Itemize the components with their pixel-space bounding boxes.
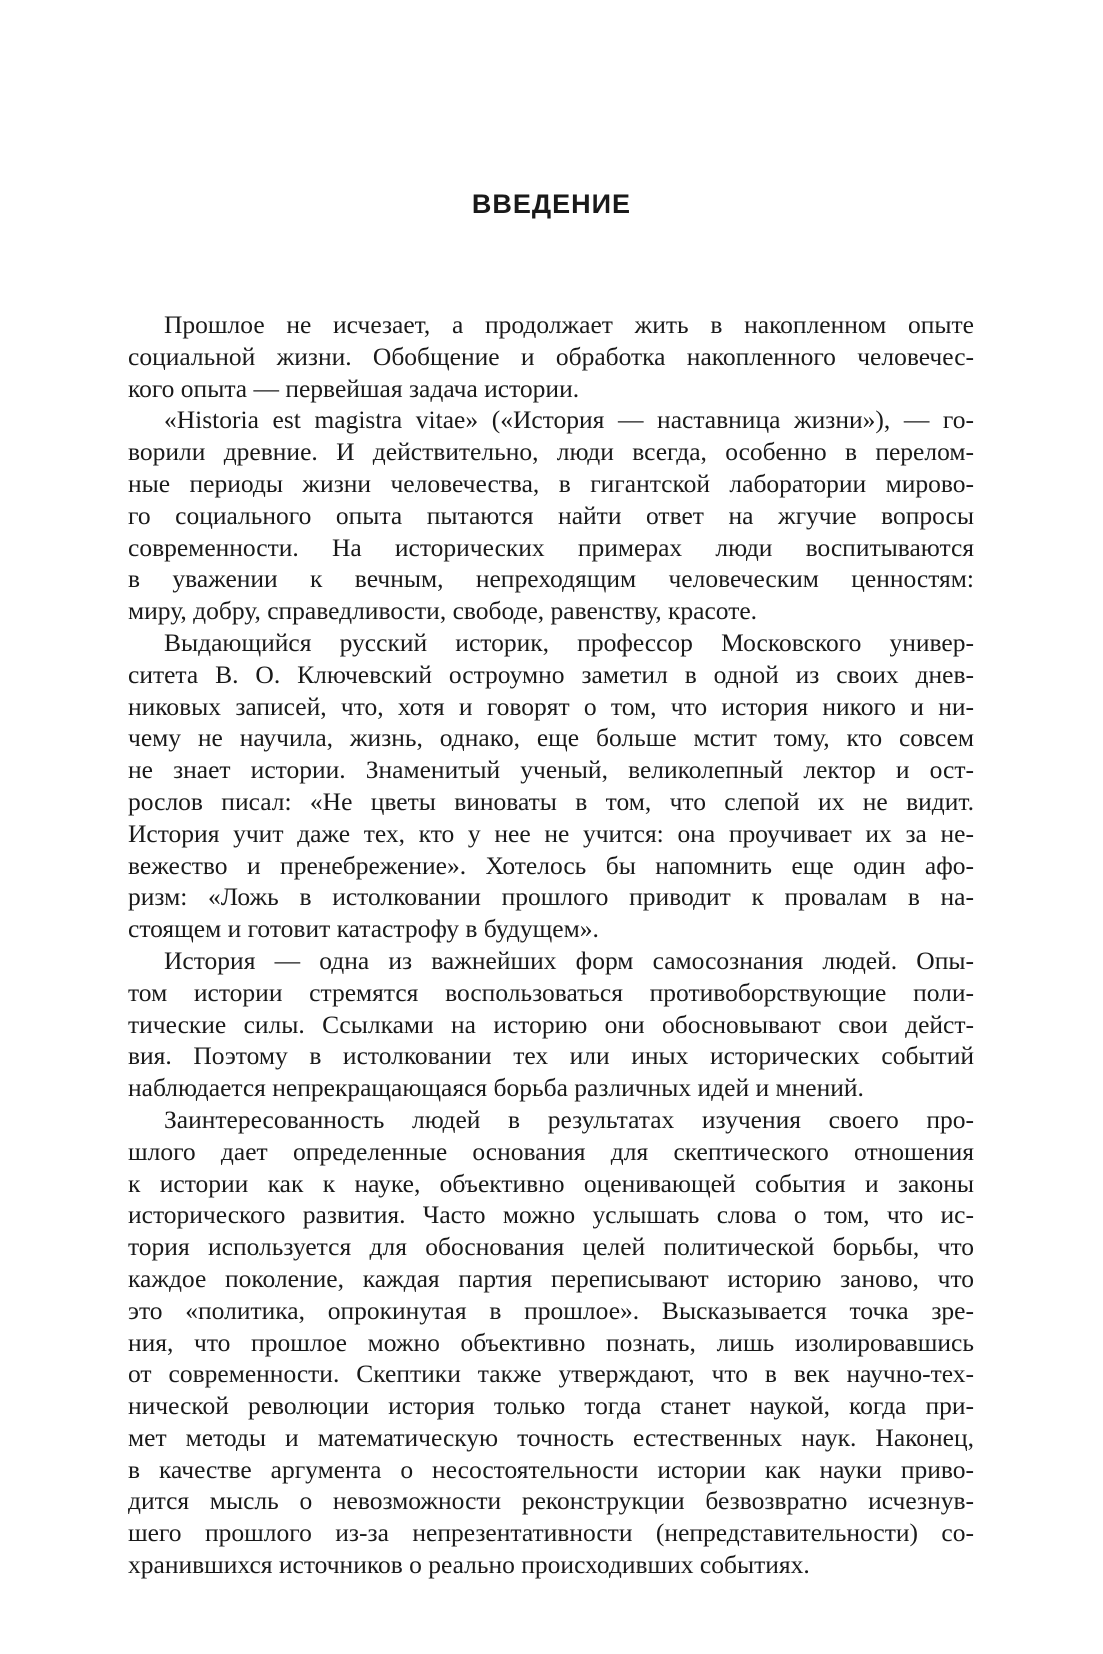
text-line: том истории стремятся воспользоваться противоборствующие поли- (128, 977, 974, 1007)
paragraph (128, 404, 974, 627)
text-line: дится мысль о невозможности реконструкции безвозвратно исчезнув- (128, 1486, 974, 1516)
text-line: исторического развития. Часто можно услышать слова о том, что ис- (128, 1200, 974, 1230)
text-line: каждое поколение, каждая партия переписывают историю заново, что (128, 1263, 974, 1293)
text-line: ния, что прошлое можно объективно познать, лишь изолировавшись (128, 1327, 974, 1357)
text-line: нической революции история только тогда станет наукой, когда при- (128, 1391, 974, 1421)
text-line: тория используется для обоснования целей политической борьбы, что (128, 1232, 974, 1262)
text-line: ные периоды жизни человечества, в гигантской лаборатории мирово- (128, 468, 974, 498)
text-line: в качестве аргумента о несостоятельности истории как науки приво- (128, 1454, 974, 1484)
text-line: стоящем и готовит катастрофу в будущем». (128, 914, 599, 944)
text-line: шего прошлого из-за непрезентативности (непредставительности) со- (128, 1518, 974, 1548)
text-line: вежество и пренебрежение». Хотелось бы напомнить еще один афо- (128, 850, 974, 880)
text-line: мет методы и математическую точность естественных наук. Наконец, (128, 1422, 974, 1452)
text-line: Прошлое не исчезает, а продолжает жить в накопленном опыте (164, 310, 974, 339)
text-line: шлого дает определенные основания для скептического отношения (128, 1136, 974, 1166)
text-line: История учит даже тех, кто у нее не учится: она проучивает их за не- (128, 818, 974, 848)
text-line: рослов писал: «Не цветы виноваты в том, что слепой их не видит. (128, 786, 974, 816)
text-line: социальной жизни. Обобщение и обработка накопленного человечес- (128, 341, 974, 371)
text-line: миру, добру, справедливости, свободе, равенству, красоте. (128, 596, 758, 626)
text-line: ситета В. О. Ключевский остроумно заметил в одной из своих днев- (128, 659, 974, 689)
text-line: никовых записей, что, хотя и говорят о том, что история никого и ни- (128, 691, 974, 721)
text-line: к истории как к науке, объективно оценивающей события и законы (128, 1168, 974, 1198)
text-line: ризм: «Ложь в истолковании прошлого приводит к провалам в на- (128, 882, 974, 912)
text-line: «Historia est magistra vitae» («История — наставница жизни»), — го- (164, 405, 974, 435)
body-text (128, 309, 974, 1581)
text-line: вия. Поэтому в истолковании тех или иных исторических событий (128, 1041, 974, 1071)
text-line: кого опыта — первейшая задача истории. (128, 373, 580, 403)
text-line: наблюдается непрекращающаяся борьба различных идей и мнений. (128, 1073, 864, 1103)
text-line: это «политика, опрокинутая в прошлое». Высказывается точка зре- (128, 1295, 974, 1325)
paragraph (128, 945, 974, 1104)
text-line: не знает истории. Знаменитый ученый, великолепный лектор и ост- (128, 755, 974, 785)
paragraph (128, 627, 974, 945)
chapter-heading: ВВЕДЕНИЕ (471, 189, 632, 219)
text-line: хранившихся источников о реально происходивших событиях. (128, 1550, 810, 1580)
text-line: чему не научила, жизнь, однако, еще больше мстит тому, кто совсем (128, 723, 974, 753)
paragraph (128, 1104, 974, 1581)
text-line: от современности. Скептики также утверждают, что в век научно-тех- (128, 1359, 974, 1389)
paragraph (128, 309, 974, 404)
text-line: История — одна из важнейших форм самосознания людей. Опы- (164, 945, 974, 975)
text-line: тические силы. Ссылками на историю они обосновывают свои дейст- (128, 1009, 974, 1039)
text-line: Заинтересованность людей в результатах изучения своего про- (164, 1104, 974, 1134)
text-line: Выдающийся русский историк, профессор Московского универ- (164, 627, 974, 657)
text-line: ворили древние. И действительно, люди всегда, особенно в перелом- (128, 437, 974, 467)
text-line: го социального опыта пытаются найти ответ на жгучие вопросы (128, 500, 974, 530)
text-line: современности. На исторических примерах люди воспитываются (128, 532, 974, 562)
text-line: в уважении к вечным, непреходящим человеческим ценностям: (128, 564, 974, 594)
